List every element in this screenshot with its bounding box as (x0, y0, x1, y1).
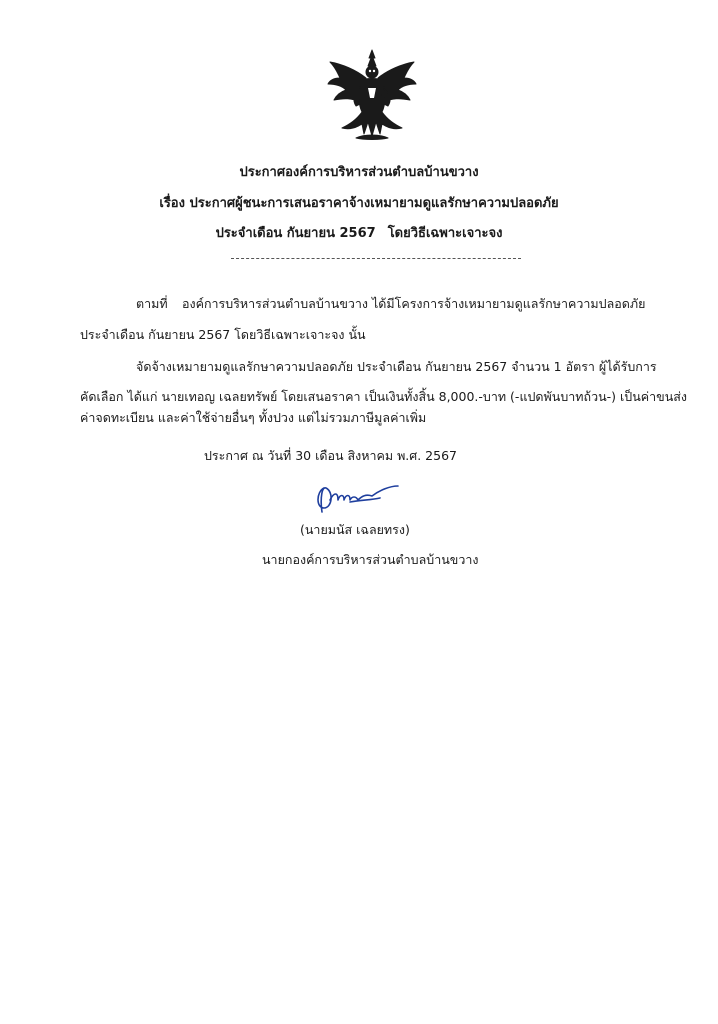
announcement-title: ประกาศองค์การบริหารส่วนตำบลบ้านขวาง (239, 165, 479, 180)
paragraph-1-text: องค์การบริหารส่วนตำบลบ้านขวาง ได้มีโครงการจ้างเหมายามดูแลรักษาความปลอดภัย (182, 296, 646, 311)
announcement-period (0, 222, 718, 243)
paragraph-2-line-2: คัดเลือก ได้แก่ นายเทอญ เฉลยทรัพย์ โดยเสนอราคา เป็นเงินทั้งสิ้น 8,000.-บาท (-แปดพันบาทถ้วน-) เป็นค่าขนส่ง (80, 389, 687, 404)
paragraph-1-lead: ตามที่ (136, 296, 168, 311)
paragraph-2-line-3: ค่าจดทะเบียน และค่าใช้จ่ายอื่นๆ ทั้งปวง แต่ไม่รวมภาษีมูลค่าเพิ่ม (80, 410, 427, 425)
announcement-subject: เรื่อง ประกาศผู้ชนะการเสนอราคาจ้างเหมายามดูแลรักษาความปลอดภัย (159, 196, 559, 211)
paragraph-2-line-1: จัดจ้างเหมายามดูแลรักษาความปลอดภัย ประจำเดือน กันยายน 2567 จำนวน 1 อัตรา ผู้ได้รับการ (136, 359, 657, 374)
signer-title: นายกองค์การบริหารส่วนตำบลบ้านขวาง (262, 552, 479, 567)
period-month-year: ประจำเดือน กันยายน 2567 (215, 226, 376, 241)
signature (310, 478, 402, 518)
signer-name: (นายมนัส เฉลยทรง) (300, 522, 410, 537)
procurement-method: โดยวิธีเฉพาะเจาะจง (387, 226, 503, 241)
announcement-date: ประกาศ ณ วันที่ 30 เดือน สิงหาคม พ.ศ. 2567 (204, 448, 457, 463)
paragraph-1-line-1 (136, 294, 645, 314)
header-divider (231, 258, 521, 259)
garuda-emblem-icon (326, 48, 418, 148)
paragraph-1-line-2: ประจำเดือน กันยายน 2567 โดยวิธีเฉพาะเจาะจง นั้น (80, 327, 366, 342)
